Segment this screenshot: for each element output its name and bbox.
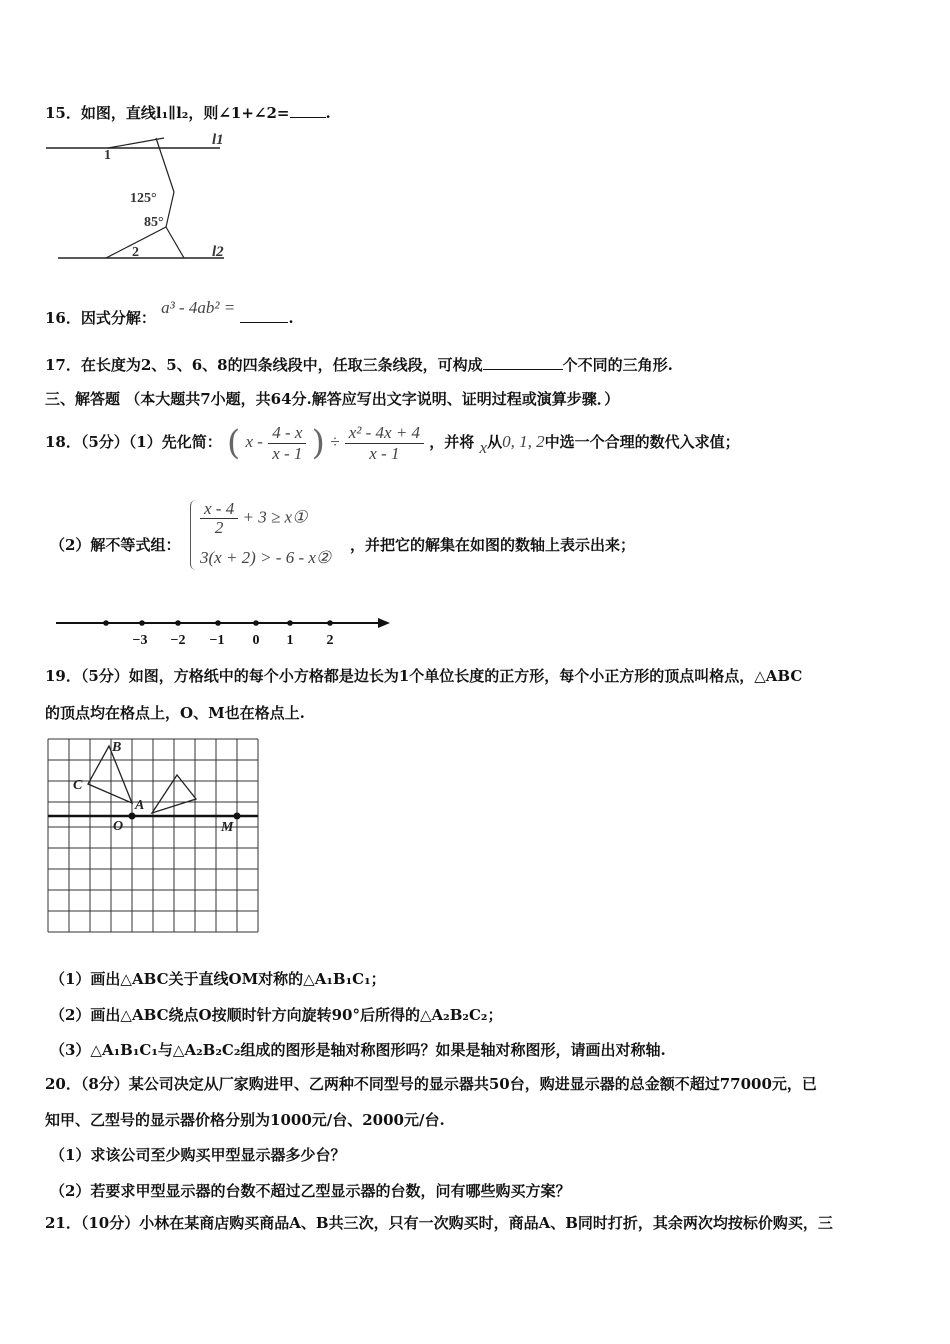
q17-prompt: 17．在长度为2、5、6、8的四条线段中，任取三条线段，可构成 xyxy=(45,356,483,374)
q16-tail: . xyxy=(288,309,294,327)
q20-sub1: （1）求该公司至少购买甲型显示器多少台？ xyxy=(50,1146,346,1164)
q15-tail: . xyxy=(325,104,331,122)
ineq1 xyxy=(200,500,307,537)
q19-sub3: （3）△A₁B₁C₁与△A₂B₂C₂组成的图形是轴对称图形吗？如果是轴对称图形，请画出对称轴. xyxy=(50,1041,666,1059)
system-brace xyxy=(190,500,197,570)
l1-label: l1 xyxy=(212,132,224,148)
point-o xyxy=(129,813,136,820)
number-line xyxy=(54,612,394,648)
q17-text xyxy=(45,355,673,375)
ineq2: 3(x + 2) > - 6 - x② xyxy=(200,548,332,567)
q18-frac1-den: x - 1 xyxy=(272,443,303,463)
q18-frac2 xyxy=(345,423,424,464)
axis-tick xyxy=(103,620,109,626)
paren-close: ) xyxy=(311,423,325,463)
q17-answer-blank[interactable] xyxy=(483,355,563,370)
axis-tick-label: −2 xyxy=(170,633,186,648)
q16-text xyxy=(45,298,294,328)
angle-125-label: 125° xyxy=(130,191,157,206)
q15-text xyxy=(45,103,331,123)
q18-frac1 xyxy=(268,423,306,464)
angle-1-label: 1 xyxy=(104,148,111,163)
edge-middle xyxy=(166,192,174,227)
axis-tick-label: 2 xyxy=(326,633,334,648)
triangle-abc xyxy=(88,746,132,803)
q18-part1 xyxy=(45,418,740,467)
q18-part1-prefix: 18．（5分）（1）先化简： xyxy=(45,433,222,451)
q18-part2-prefix: （2）解不等式组： xyxy=(50,536,181,554)
axis-tick-label: −1 xyxy=(209,633,225,648)
axis-tick-label: −3 xyxy=(132,633,148,648)
q18-part1-suffix: 中选一个合理的数代入求值； xyxy=(544,433,740,451)
q16-expression: a³ - 4ab² = xyxy=(161,298,236,317)
angle-85-label: 85° xyxy=(144,215,164,230)
q19-line1: 19．（5分）如图，方格纸中的每个小方格都是边长为1个单位长度的正方形，每个小正方形的顶点叫格点，△ABC xyxy=(45,667,803,685)
q19-sub1: （1）画出△ABC关于直线OM对称的△A₁B₁C₁； xyxy=(50,970,386,988)
q16-prompt: 16．因式分解： xyxy=(45,309,156,327)
axis-tick xyxy=(253,620,259,626)
ineq1-num: x - 4 xyxy=(200,500,238,519)
q18-from: 从 xyxy=(487,433,503,451)
ineq1-den: 2 xyxy=(214,518,224,537)
q20-line1: 20．（8分）某公司决定从厂家购进甲、乙两种不同型号的显示器共50台，购进显示器的总金额不超过77000元，已 xyxy=(45,1075,817,1093)
label-c: C xyxy=(73,778,83,793)
ineq1-frac xyxy=(200,500,238,537)
axis-tick-label: 0 xyxy=(252,633,260,648)
label-b: B xyxy=(112,740,122,755)
axis-tick xyxy=(215,620,221,626)
q15-answer-blank[interactable] xyxy=(290,103,326,118)
q18-div: ÷ xyxy=(330,432,340,451)
ineq1-rest: + 3 ≥ x① xyxy=(242,507,308,527)
grid-lines xyxy=(48,739,258,932)
q16-answer-blank[interactable] xyxy=(240,308,288,323)
label-a: A xyxy=(135,798,145,813)
q20-sub2: （2）若要求甲型显示器的台数不超过乙型显示器的台数，问有哪些购买方案？ xyxy=(50,1182,571,1200)
q18-set: 0, 1, 2 xyxy=(502,432,545,451)
q18-part2-suffix: ，并把它的解集在如图的数轴上表示出来； xyxy=(350,536,636,554)
q18-frac2-num: x² - 4x + 4 xyxy=(345,423,424,444)
point-m xyxy=(234,813,241,820)
axis-tick-label: 1 xyxy=(286,633,294,648)
axis-ticks xyxy=(103,620,333,648)
axis-tick xyxy=(139,620,145,626)
q19-sub2: （2）画出△ABC绕点O按顺时针方向旋转90°后所得的△A₂B₂C₂； xyxy=(50,1006,503,1024)
edge-upper xyxy=(156,138,174,192)
angle-2-label: 2 xyxy=(132,245,139,260)
upper-transversal xyxy=(108,138,164,148)
q21-line1: 21．（10分）小林在某商店购买商品A、B共三次，只有一次购买时，商品A、B同时打折，其余两次均按标价购买，三 xyxy=(45,1214,833,1232)
q18-var: x xyxy=(479,438,488,457)
q18-x-minus: x - xyxy=(245,432,263,451)
axis-tick xyxy=(287,620,293,626)
q20-line2: 知甲、乙型号的显示器价格分别为1000元/台、2000元/台. xyxy=(45,1111,445,1129)
paren-open: ( xyxy=(226,423,241,463)
label-o: O xyxy=(113,819,124,834)
q17-tail: 个不同的三角形. xyxy=(562,356,673,374)
q18-frac1-num: 4 - x xyxy=(268,423,306,444)
axis-tick xyxy=(327,620,333,626)
label-m: M xyxy=(221,820,234,835)
q15-figure xyxy=(44,132,230,262)
q18-mid: ，并将 xyxy=(429,433,475,451)
q19-line2: 的顶点均在格点上，O、M也在格点上. xyxy=(45,704,305,722)
axis-tick xyxy=(175,620,181,626)
section-title: 三、解答题 （本大题共7小题，共64分.解答应写出文字说明、证明过程或演算步骤．） xyxy=(45,390,620,408)
q19-grid-figure xyxy=(46,737,262,935)
edge-lower xyxy=(166,227,184,258)
l2-label: l2 xyxy=(212,244,224,260)
q15-prompt: 15．如图，直线l₁∥l₂，则∠1+∠2= xyxy=(45,104,290,122)
q18-frac2-den: x - 1 xyxy=(369,443,400,463)
axis-arrow xyxy=(378,618,390,628)
